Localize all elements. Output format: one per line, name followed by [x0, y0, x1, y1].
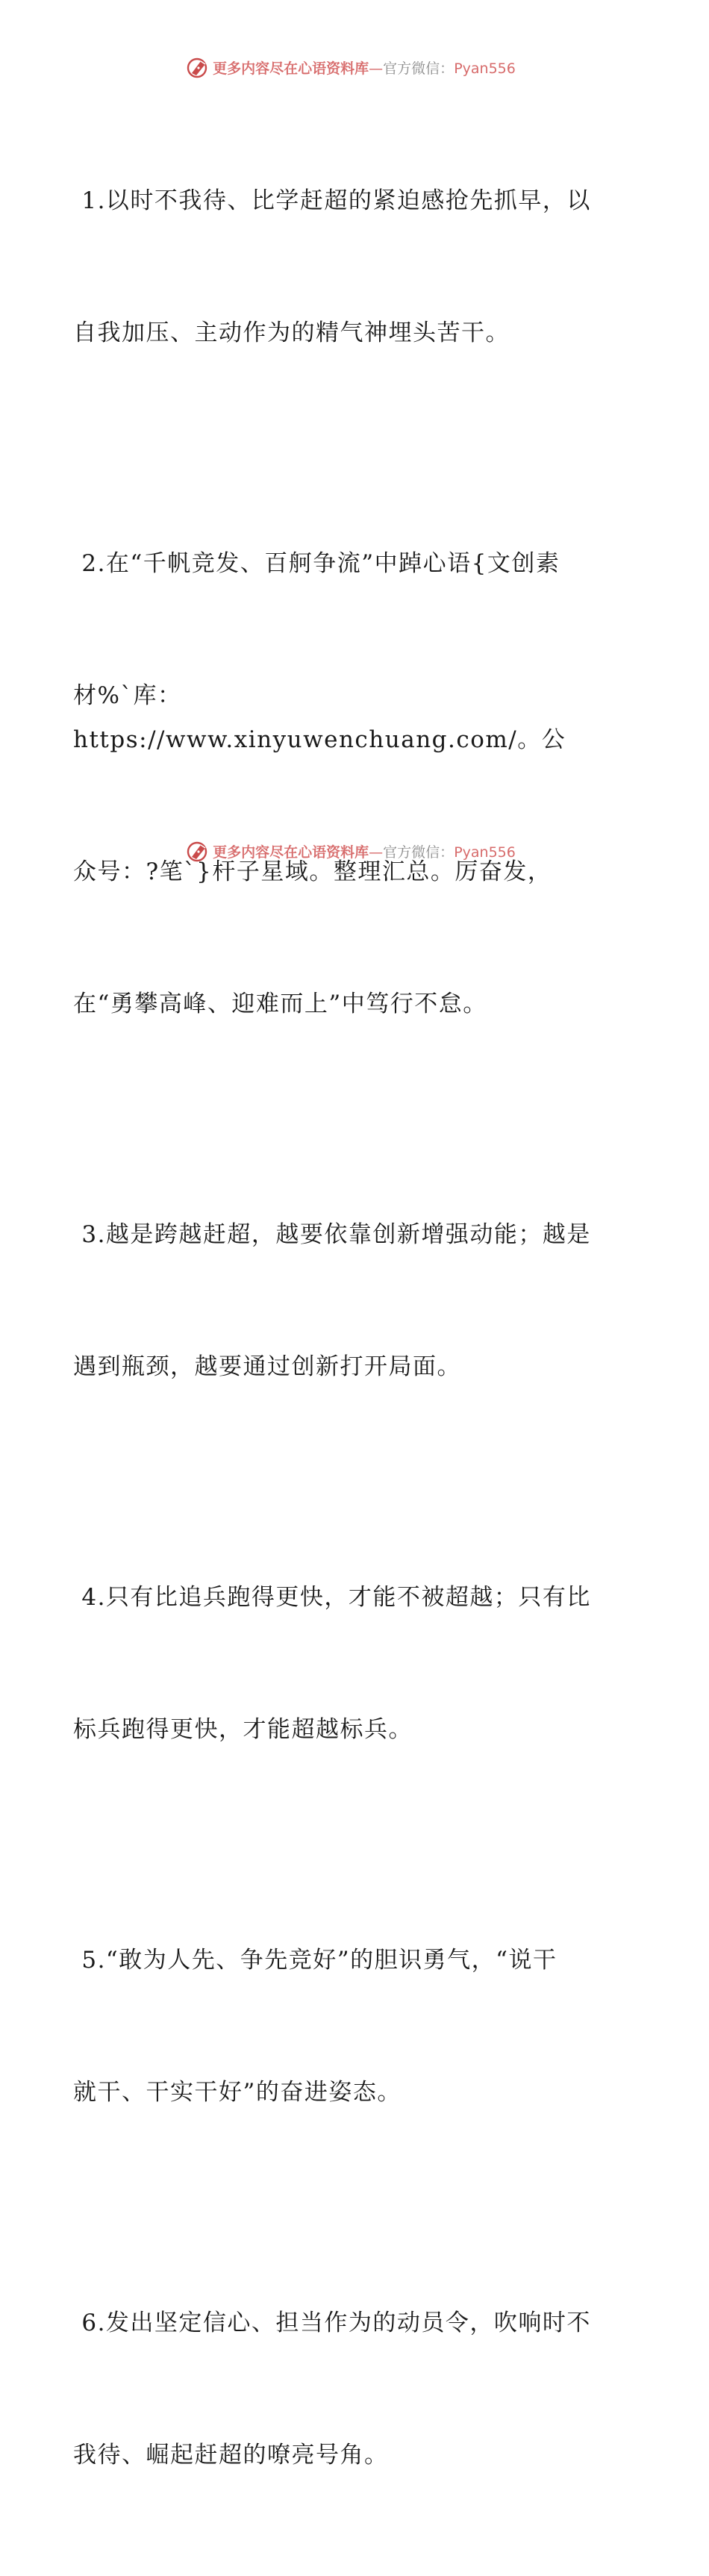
footer-banner [0, 836, 709, 866]
paragraph-2 [73, 454, 625, 1114]
footer-wechat-id: Pyan556 [454, 843, 516, 861]
paragraph-line: 1.以时不我待、比学赶超的紧迫感抢先抓早，以 [73, 187, 591, 214]
footer-brand: 更多内容尽在心语资料库 [213, 843, 369, 861]
footer-wechat-label: 官方微信： [383, 843, 455, 861]
paragraph-line: 材%`库：https://www.xinyuwenchuang.com/。公 [73, 682, 566, 753]
header-wechat-label: 官方微信： [383, 60, 455, 77]
paragraph-line: 2.在“千帆竞发、百舸争流”中踔心语{文创素 [73, 550, 560, 577]
paragraph-line: 在“勇攀高峰、迎难而上”中笃行不怠。 [73, 991, 487, 1017]
header-wechat-id: Pyan556 [454, 60, 516, 77]
paragraph-line: 就干、干实干好”的奋进姿态。 [73, 2079, 402, 2106]
paragraph-line: 3.越是跨越赶超，越要依靠创新增强动能；越是 [73, 1221, 591, 1248]
footer-banner-inner [186, 839, 516, 863]
header-banner [0, 52, 709, 82]
pen-nib-logo-icon [186, 55, 210, 79]
paragraph-line: 众号：?笔`}杆子星域。整理汇总。厉奋发， [73, 858, 552, 885]
paragraph-line: 我待、崛起赶超的嘹亮号角。 [73, 2442, 389, 2469]
paragraph-4 [73, 1488, 625, 1840]
paragraph-line: 5.“敢为人先、争先竞好”的胆识勇气，“说干 [73, 1947, 557, 1974]
pen-nib-logo-icon [186, 839, 210, 863]
header-separator: — [369, 60, 384, 77]
paragraph-6 [73, 2213, 625, 2566]
header-banner-text [213, 57, 516, 78]
paragraph-line: 标兵跑得更快，才能超越标兵。 [73, 1716, 413, 1743]
paragraph-line: 遇到瓶颈，越要通过创新打开局面。 [73, 1353, 461, 1380]
paragraph-line: 自我加压、主动作为的精气神埋头苦干。 [73, 319, 510, 346]
header-banner-inner [186, 55, 516, 79]
paragraph-line: 6.发出坚定信心、担当作为的动员令，吹响时不 [73, 2310, 591, 2336]
document-body [73, 91, 625, 2576]
paragraph-line: 4.只有比追兵跑得更快，才能不被超越；只有比 [73, 1584, 591, 1611]
paragraph-3 [73, 1125, 625, 1477]
footer-banner-text [213, 841, 516, 861]
paragraph-5 [73, 1850, 625, 2203]
paragraph-1 [73, 91, 625, 443]
header-brand: 更多内容尽在心语资料库 [213, 60, 369, 77]
footer-separator: — [369, 843, 384, 861]
